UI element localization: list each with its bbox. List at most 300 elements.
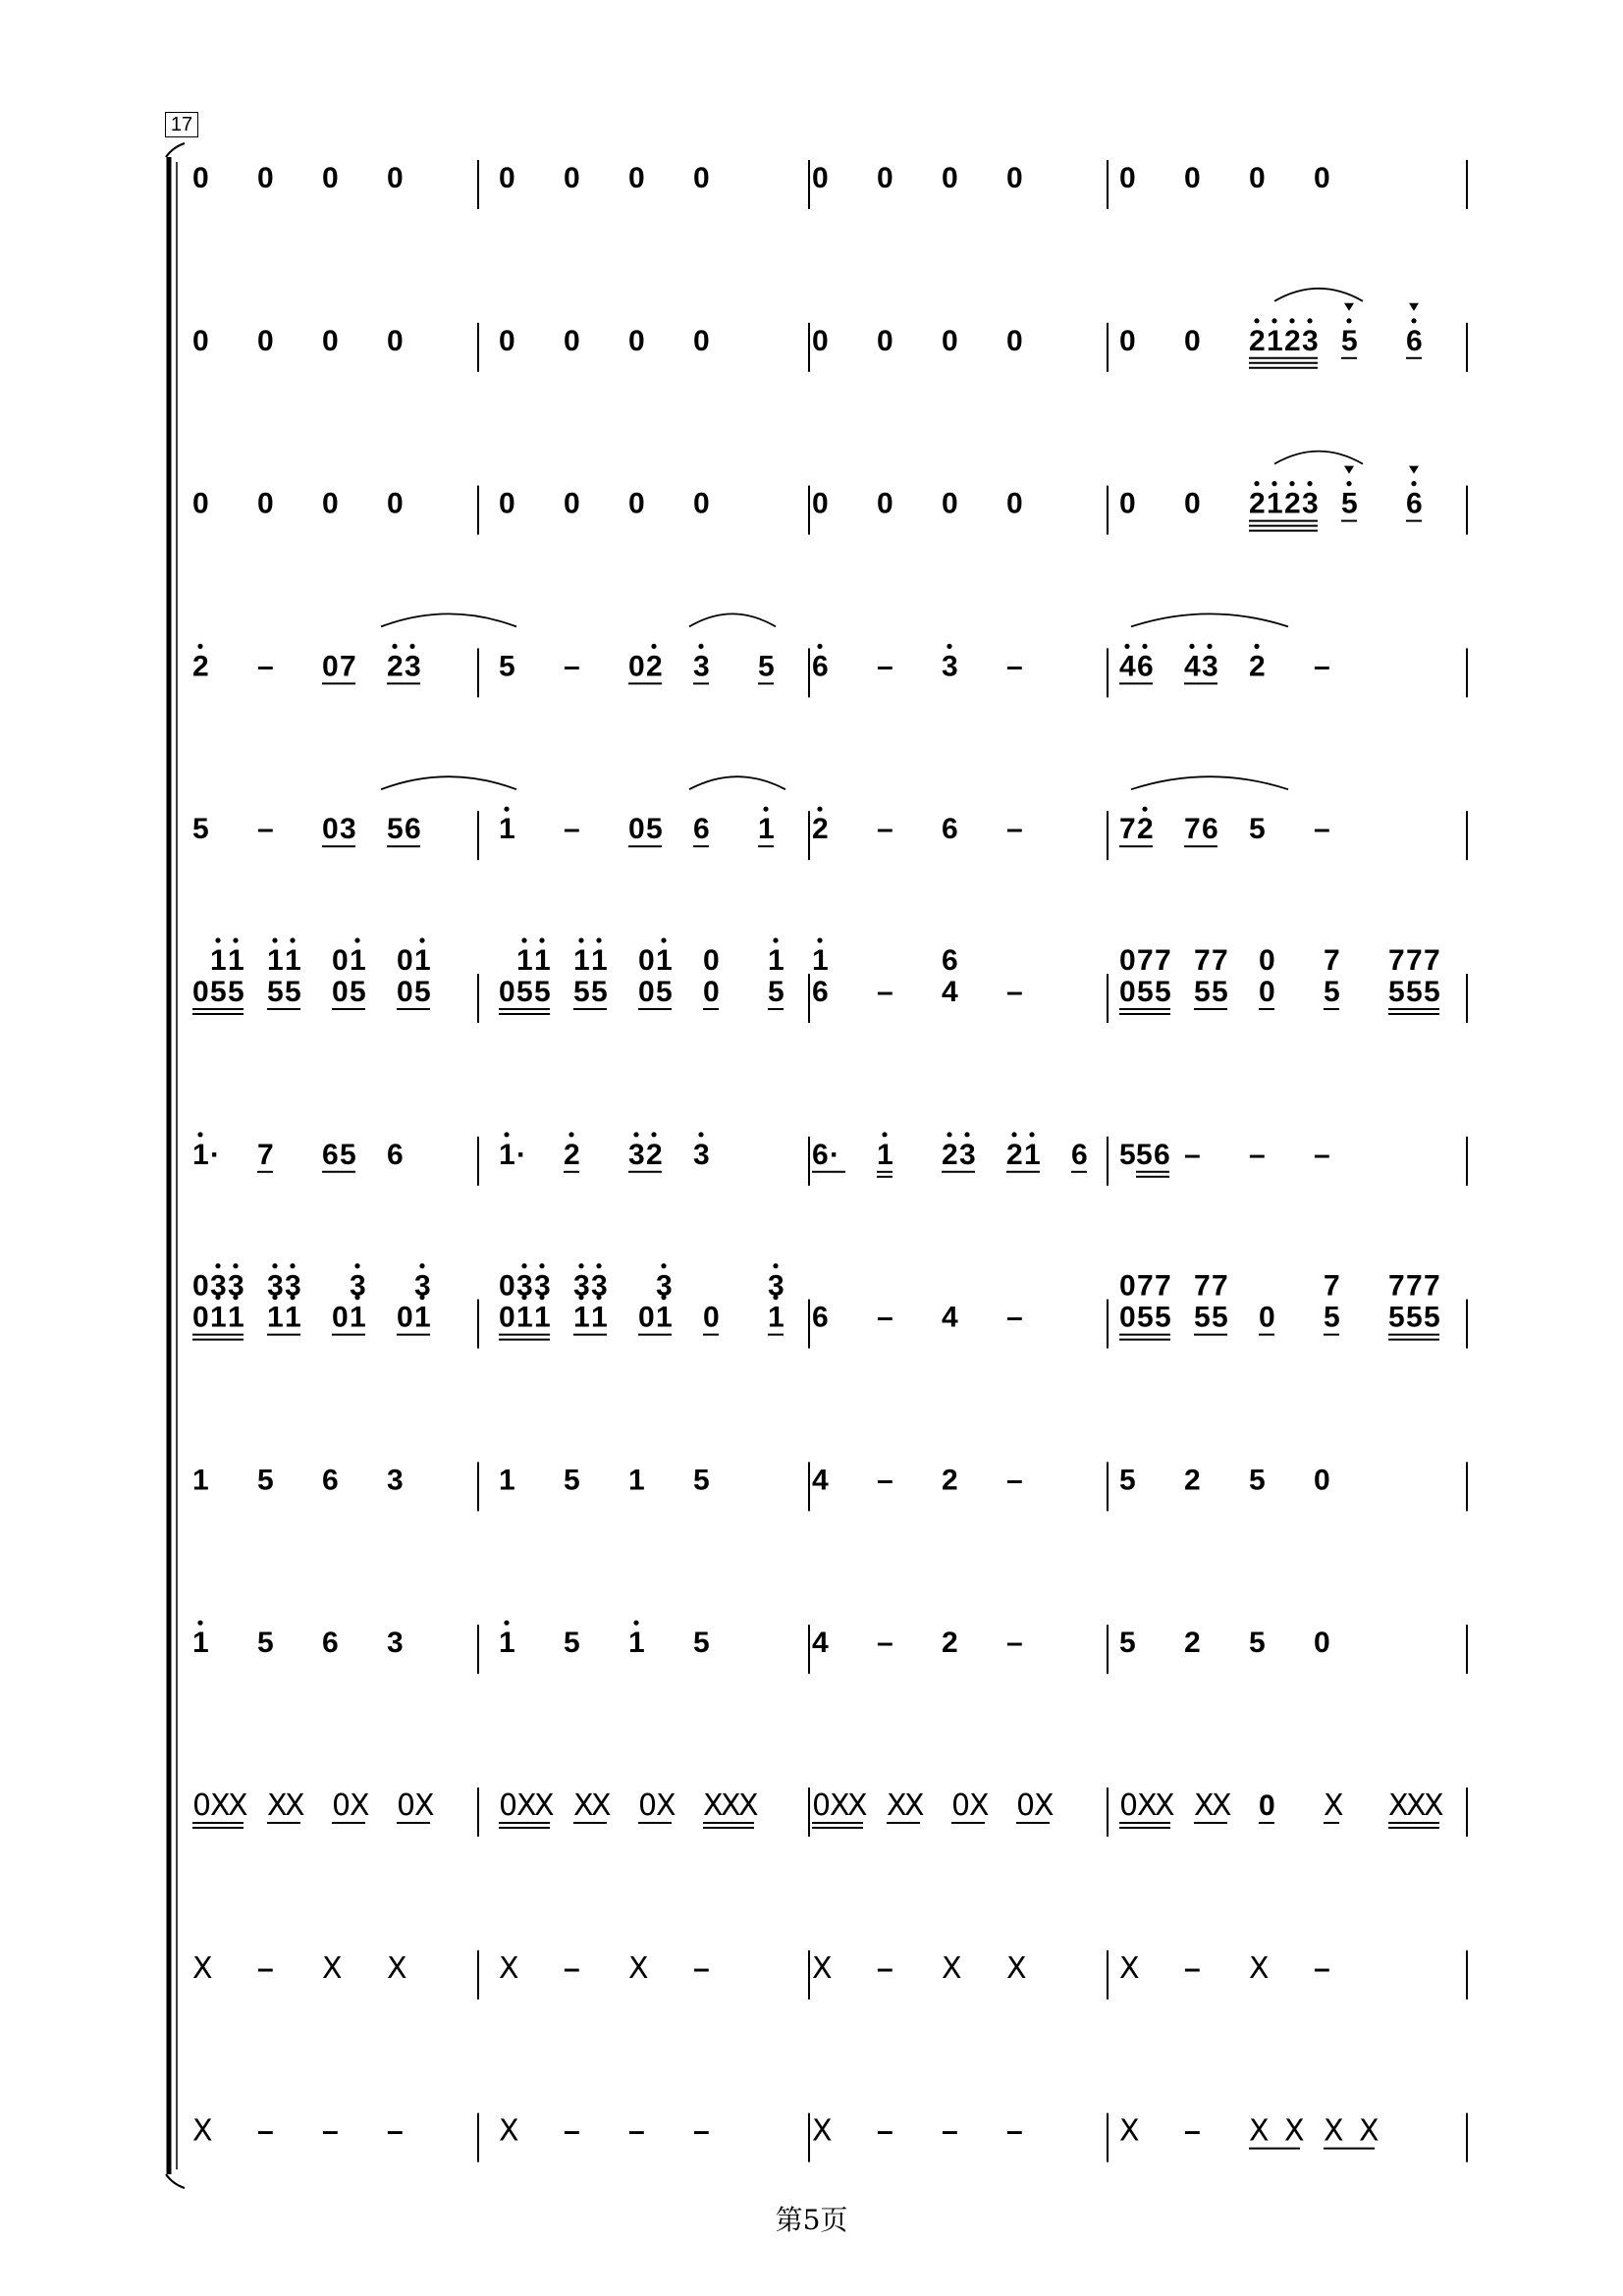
slur (381, 614, 516, 626)
note-glyph: X (516, 1789, 537, 1823)
note-glyph: 0 (499, 976, 515, 1008)
octave-dot (419, 937, 424, 942)
note-glyph: 0 (499, 1789, 518, 1823)
measure (499, 644, 775, 684)
note-glyph: 5 (758, 650, 775, 683)
upper-note-glyph: 0 (499, 1269, 515, 1303)
note-glyph: 5 (534, 976, 551, 1008)
upper-note-glyph: 3 (414, 1269, 431, 1303)
note-glyph: – (877, 976, 893, 1008)
measure (192, 1132, 404, 1172)
note-glyph: – (257, 1951, 274, 1985)
note-glyph: X (1212, 1789, 1232, 1823)
note-glyph: 6 (812, 976, 829, 1008)
measure (812, 1464, 1023, 1496)
note-glyph: X (942, 1950, 962, 1986)
note-glyph: 5 (1249, 1464, 1266, 1497)
octave-dot (817, 644, 822, 649)
upper-note-glyph: 1 (350, 944, 366, 977)
measure (812, 1302, 1023, 1334)
note-glyph: 0 (1119, 487, 1136, 520)
measure (812, 325, 1023, 357)
note-glyph: 0 (192, 487, 209, 520)
note-glyph: X (192, 1950, 213, 1986)
octave-dot (197, 644, 202, 649)
upper-note-glyph: 1 (812, 944, 829, 977)
note-glyph: 6 (693, 813, 710, 846)
octave-dot (409, 644, 414, 649)
note-glyph: 0 (812, 1789, 832, 1823)
octave-dot (272, 937, 277, 942)
note-glyph: 0 (192, 162, 209, 194)
note-glyph: 0 (877, 324, 893, 357)
note-glyph: 1 (591, 1301, 608, 1334)
note-glyph: – (877, 2114, 893, 2148)
upper-note-glyph: 7 (1424, 944, 1440, 977)
upper-note-glyph: 1 (591, 944, 608, 977)
octave-dot (354, 937, 359, 942)
note-glyph: 2 (1184, 1627, 1201, 1660)
note-glyph: 5 (1388, 976, 1405, 1008)
note-glyph: – (564, 2114, 580, 2148)
upper-note-glyph: 0 (703, 944, 720, 977)
note-glyph: X (1424, 1789, 1444, 1823)
measure (499, 1132, 710, 1172)
note-glyph: – (1006, 1464, 1023, 1497)
measure (192, 1621, 404, 1660)
note-glyph: 5 (1194, 976, 1211, 1008)
measure (192, 1951, 407, 1986)
note-glyph: 1 (228, 1301, 244, 1334)
note-glyph: 0 (703, 976, 720, 1008)
note-glyph: 0 (322, 162, 339, 194)
octave-dot (521, 937, 526, 942)
note-glyph: 5 (1155, 976, 1171, 1008)
note-glyph: 0 (812, 324, 829, 357)
upper-note-glyph: 7 (1155, 944, 1171, 977)
note-glyph: 3 (405, 650, 421, 683)
note-glyph: 5 (350, 976, 366, 1008)
note-glyph: 5 (516, 976, 533, 1008)
note-glyph: – (322, 2114, 339, 2148)
note-glyph: 0 (1119, 1789, 1139, 1823)
note-glyph: X (499, 2113, 519, 2149)
note-glyph: – (257, 650, 274, 683)
note-glyph: 0 (1184, 487, 1201, 520)
note-glyph: 1 (499, 813, 515, 846)
measure (192, 1789, 435, 1828)
note-glyph: 6 (1137, 650, 1154, 683)
note-glyph: X (812, 2113, 833, 2149)
note-glyph: 7 (1184, 813, 1201, 846)
upper-note-glyph: 3 (534, 1269, 551, 1303)
note-glyph: 5 (1249, 1627, 1266, 1660)
octave-dot (392, 644, 397, 649)
note-glyph: 1 (210, 1301, 227, 1334)
note-glyph: – (257, 813, 274, 846)
measure (192, 162, 404, 194)
note-glyph: 0 (942, 487, 958, 520)
upper-note-glyph: 7 (1194, 944, 1211, 977)
note-glyph: 5 (228, 976, 244, 1008)
upper-note-glyph: 3 (591, 1269, 608, 1303)
measure (499, 488, 710, 520)
measure (192, 644, 421, 684)
note-glyph: 0 (628, 650, 645, 683)
note-glyph: X (534, 1789, 555, 1823)
upper-note-glyph: 3 (768, 1269, 784, 1303)
note-glyph: 6 (812, 1138, 829, 1171)
note-glyph: 5 (1137, 976, 1154, 1008)
note-glyph: 0 (942, 324, 958, 357)
octave-dot (773, 1263, 778, 1268)
note-glyph: X (414, 1789, 435, 1823)
octave-dot (763, 807, 768, 812)
measure (1119, 162, 1330, 194)
upper-note-glyph: 0 (1259, 944, 1275, 977)
upper-note-glyph: 3 (516, 1269, 533, 1303)
upper-note-glyph: 7 (1212, 1269, 1228, 1303)
note-glyph: 1 (758, 813, 775, 846)
octave-dot (504, 807, 509, 812)
octave-dot (419, 1263, 424, 1268)
note-glyph: X (1119, 1950, 1140, 1986)
note-glyph: 5 (499, 650, 515, 683)
note-glyph: 1 (534, 1301, 551, 1334)
octave-dot (1011, 1132, 1016, 1137)
octave-dot (1189, 644, 1194, 649)
note-glyph: 1 (1267, 324, 1283, 357)
note-glyph: – (1006, 650, 1023, 683)
note-glyph: 5 (1137, 1301, 1154, 1334)
note-glyph: 0 (1314, 1627, 1330, 1660)
note-glyph: X (285, 1789, 305, 1823)
upper-note-glyph: 3 (350, 1269, 366, 1303)
note-glyph: 0 (387, 324, 404, 357)
upper-note-glyph: 1 (414, 944, 431, 977)
octave-dot (1254, 644, 1259, 649)
note-glyph: 1 (516, 1301, 533, 1334)
note-glyph: X (1249, 2113, 1270, 2149)
measure (499, 807, 775, 847)
note-glyph: X (1359, 2113, 1380, 2149)
note-glyph: 0 (322, 650, 339, 683)
measure (812, 807, 1023, 846)
octave-dot (290, 1263, 295, 1268)
note-glyph: X (703, 1789, 724, 1823)
measure (1119, 1627, 1330, 1659)
octave-dot (233, 937, 238, 942)
note-glyph: 7 (257, 1138, 274, 1171)
upper-note-glyph: 1 (573, 944, 590, 977)
note-glyph: 5 (1388, 1301, 1405, 1334)
note-glyph: 0 (499, 487, 515, 520)
note-glyph: 3 (387, 1464, 404, 1497)
note-glyph: 0 (397, 1301, 413, 1334)
octave-dot (272, 1263, 277, 1268)
upper-note-glyph: 7 (1424, 1269, 1440, 1303)
upper-note-glyph: 3 (228, 1269, 244, 1303)
note-glyph: 0 (1119, 1301, 1136, 1334)
note-glyph: 2 (1284, 324, 1301, 357)
note-glyph: X (1324, 2113, 1344, 2149)
note-glyph: 5 (768, 976, 784, 1008)
note-glyph: 2 (646, 1138, 663, 1171)
measure (1119, 944, 1440, 1014)
note-glyph: X (591, 1789, 612, 1823)
measure (499, 1464, 710, 1496)
note-glyph: 4 (942, 1301, 958, 1334)
note-glyph: 3 (1302, 487, 1319, 520)
note-glyph: 5 (1341, 324, 1358, 357)
upper-note-glyph: 0 (192, 1269, 209, 1303)
note-glyph: 0 (693, 162, 710, 194)
note-glyph: 1 (768, 1301, 784, 1334)
octave-dot (1029, 1132, 1034, 1137)
measure (499, 1263, 784, 1340)
note-glyph: 3 (1302, 324, 1319, 357)
octave-dot (882, 1132, 887, 1137)
staff-row (192, 1462, 1467, 1511)
slur (1131, 776, 1288, 789)
upper-note-glyph: 3 (210, 1269, 227, 1303)
measure (812, 1132, 1170, 1177)
upper-note-glyph: 1 (534, 944, 551, 977)
measure (192, 488, 404, 520)
measure (812, 1789, 1055, 1828)
octave-dot (1411, 318, 1416, 323)
upper-note-glyph: 0 (1119, 944, 1136, 977)
note-glyph: 5 (564, 1627, 580, 1660)
measure (1119, 1464, 1330, 1496)
note-glyph: 0 (1314, 162, 1330, 194)
note-glyph: 6 (1154, 1138, 1170, 1171)
note-glyph: 5 (1324, 1301, 1340, 1334)
upper-note-glyph: 7 (1137, 1269, 1154, 1303)
note-glyph: X (847, 1789, 868, 1823)
note-glyph: – (564, 1951, 580, 1985)
note-glyph: 0 (703, 1301, 720, 1334)
note-glyph: 1 (499, 1464, 515, 1497)
note-glyph: 6 (322, 1138, 339, 1171)
note-glyph: 5 (1424, 1301, 1440, 1334)
octave-dot (633, 1132, 638, 1137)
upper-note-glyph: 7 (1212, 944, 1228, 977)
note-glyph: 3 (959, 1138, 976, 1171)
upper-note-glyph: 6 (942, 944, 958, 977)
note-glyph: 7 (340, 650, 356, 683)
note-glyph: 1 (628, 1464, 645, 1497)
upper-note-glyph: 7 (1388, 1269, 1405, 1303)
note-glyph: – (942, 2114, 958, 2148)
staff-row (192, 1788, 1467, 1837)
note-glyph: – (1314, 813, 1330, 846)
note-glyph: X (1324, 1789, 1344, 1823)
upper-note-glyph: 7 (1194, 1269, 1211, 1303)
note-glyph: X (738, 1789, 759, 1823)
note-glyph: 1 (656, 1301, 673, 1334)
note-glyph: 5 (1119, 1627, 1136, 1660)
note-glyph: 6 (1202, 813, 1218, 846)
note-glyph: 2 (1006, 1138, 1023, 1171)
measure (812, 1627, 1023, 1659)
note-glyph: · (830, 1138, 839, 1171)
note-glyph: – (1006, 2114, 1023, 2148)
note-glyph: 3 (942, 650, 958, 683)
note-glyph: X (192, 2113, 213, 2149)
slur (689, 614, 776, 626)
staff-row (192, 303, 1467, 372)
note-glyph: 5 (414, 976, 431, 1008)
note-glyph: 6 (812, 650, 829, 683)
note-glyph: 5 (340, 1138, 356, 1171)
measure (1119, 1789, 1444, 1828)
staff-row (192, 807, 1467, 861)
upper-note-glyph: 0 (638, 944, 655, 977)
note-glyph: 0 (812, 162, 829, 194)
slur (381, 776, 516, 789)
note-glyph: 5 (1406, 976, 1423, 1008)
note-glyph: X (350, 1789, 370, 1823)
note-glyph: 0 (499, 1301, 515, 1334)
note-glyph: 5 (693, 1464, 710, 1497)
note-glyph: – (1314, 1951, 1330, 1985)
note-glyph: 0 (192, 976, 209, 1008)
note-glyph: 0 (1006, 487, 1023, 520)
note-glyph: 5 (257, 1627, 274, 1660)
note-glyph: X (812, 1950, 833, 1986)
staff-row (192, 2113, 1467, 2163)
octave-dot (578, 937, 583, 942)
note-glyph: 0 (1184, 324, 1201, 357)
octave-dot (1346, 481, 1351, 486)
slur (1131, 614, 1288, 626)
note-glyph: 5 (1424, 976, 1440, 1008)
octave-dot (1142, 807, 1147, 812)
measure (1119, 644, 1330, 684)
upper-note-glyph: 7 (1324, 944, 1340, 977)
note-glyph: 5 (1119, 1464, 1136, 1497)
note-glyph: 0 (693, 487, 710, 520)
note-glyph: 5 (1194, 1301, 1211, 1334)
note-glyph: 2 (192, 650, 209, 683)
measure (812, 1951, 1027, 1986)
octave-dot (817, 807, 822, 812)
note-glyph: X (830, 1789, 850, 1823)
octave-dot (947, 644, 951, 649)
octave-dot (651, 1132, 656, 1137)
note-glyph: 0 (628, 813, 645, 846)
note-glyph: 5 (564, 1464, 580, 1497)
measure (1119, 807, 1330, 847)
note-glyph: 4 (1119, 650, 1136, 683)
note-glyph: 5 (1119, 1138, 1136, 1171)
note-glyph: X (210, 1789, 231, 1823)
note-glyph: 5 (1406, 1301, 1423, 1334)
octave-dot (661, 937, 666, 942)
octave-dot (1289, 481, 1294, 486)
staff-row (192, 1132, 1467, 1186)
note-glyph: 2 (942, 1138, 958, 1171)
note-glyph: 0 (1249, 162, 1266, 194)
note-glyph: X (1284, 2113, 1305, 2149)
note-glyph: 2 (1249, 650, 1266, 683)
note-glyph: – (877, 813, 893, 846)
measure (499, 1789, 759, 1828)
note-glyph: 0 (397, 1789, 416, 1823)
measure (499, 2114, 710, 2149)
staff-row (192, 1621, 1467, 1675)
octave-dot (698, 644, 703, 649)
octave-dot (290, 937, 295, 942)
note-glyph: – (877, 1301, 893, 1334)
measure (1119, 1951, 1330, 1986)
note-glyph: 2 (564, 1138, 580, 1171)
octave-dot (1307, 481, 1312, 486)
octave-dot (773, 937, 778, 942)
octave-dot (1142, 644, 1147, 649)
measure (192, 813, 421, 846)
octave-dot (1307, 318, 1312, 323)
note-glyph: 5 (1155, 1301, 1171, 1334)
staff-row (192, 1950, 1467, 2000)
note-glyph: – (1249, 1138, 1266, 1171)
note-glyph: 2 (646, 650, 663, 683)
octave-dot (1271, 318, 1276, 323)
note-glyph: 1 (414, 1301, 431, 1334)
octave-dot (354, 1263, 359, 1268)
octave-dot (578, 1263, 583, 1268)
note-glyph: 0 (1314, 1464, 1330, 1497)
note-glyph: – (693, 1951, 710, 1985)
note-glyph: X (1137, 1789, 1158, 1823)
note-glyph: 0 (1184, 162, 1201, 194)
note-glyph: X (1249, 1950, 1270, 1986)
octave-dot (539, 1263, 544, 1268)
note-glyph: 0 (942, 162, 958, 194)
upper-note-glyph: 7 (1406, 944, 1423, 977)
upper-note-glyph: 0 (397, 944, 413, 977)
measure (812, 644, 1023, 683)
note-glyph: 5 (192, 813, 209, 846)
note-glyph: 6 (322, 1627, 339, 1660)
slur (689, 776, 785, 789)
measure (192, 937, 431, 1014)
note-glyph: – (1184, 1138, 1201, 1171)
note-glyph: 0 (1119, 324, 1136, 357)
octave-dot (215, 937, 220, 942)
note-glyph: 0 (564, 162, 580, 194)
note-glyph: 0 (1006, 162, 1023, 194)
measure (499, 1621, 710, 1660)
note-glyph: 0 (628, 324, 645, 357)
note-glyph: 0 (638, 1301, 655, 1334)
note-glyph: – (628, 2114, 645, 2148)
slur (1274, 289, 1363, 301)
upper-note-glyph: 0 (1119, 1269, 1136, 1303)
measure (192, 1464, 404, 1496)
note-glyph: 3 (693, 650, 710, 683)
accent-mark (1409, 303, 1419, 311)
note-glyph: 5 (210, 976, 227, 1008)
note-glyph: 4 (812, 1464, 829, 1497)
measure (192, 325, 404, 357)
note-glyph: 0 (628, 162, 645, 194)
note-glyph: 5 (267, 976, 284, 1008)
note-glyph: 6 (1406, 324, 1423, 357)
note-glyph: X (387, 1950, 407, 1986)
note-glyph: 0 (322, 487, 339, 520)
